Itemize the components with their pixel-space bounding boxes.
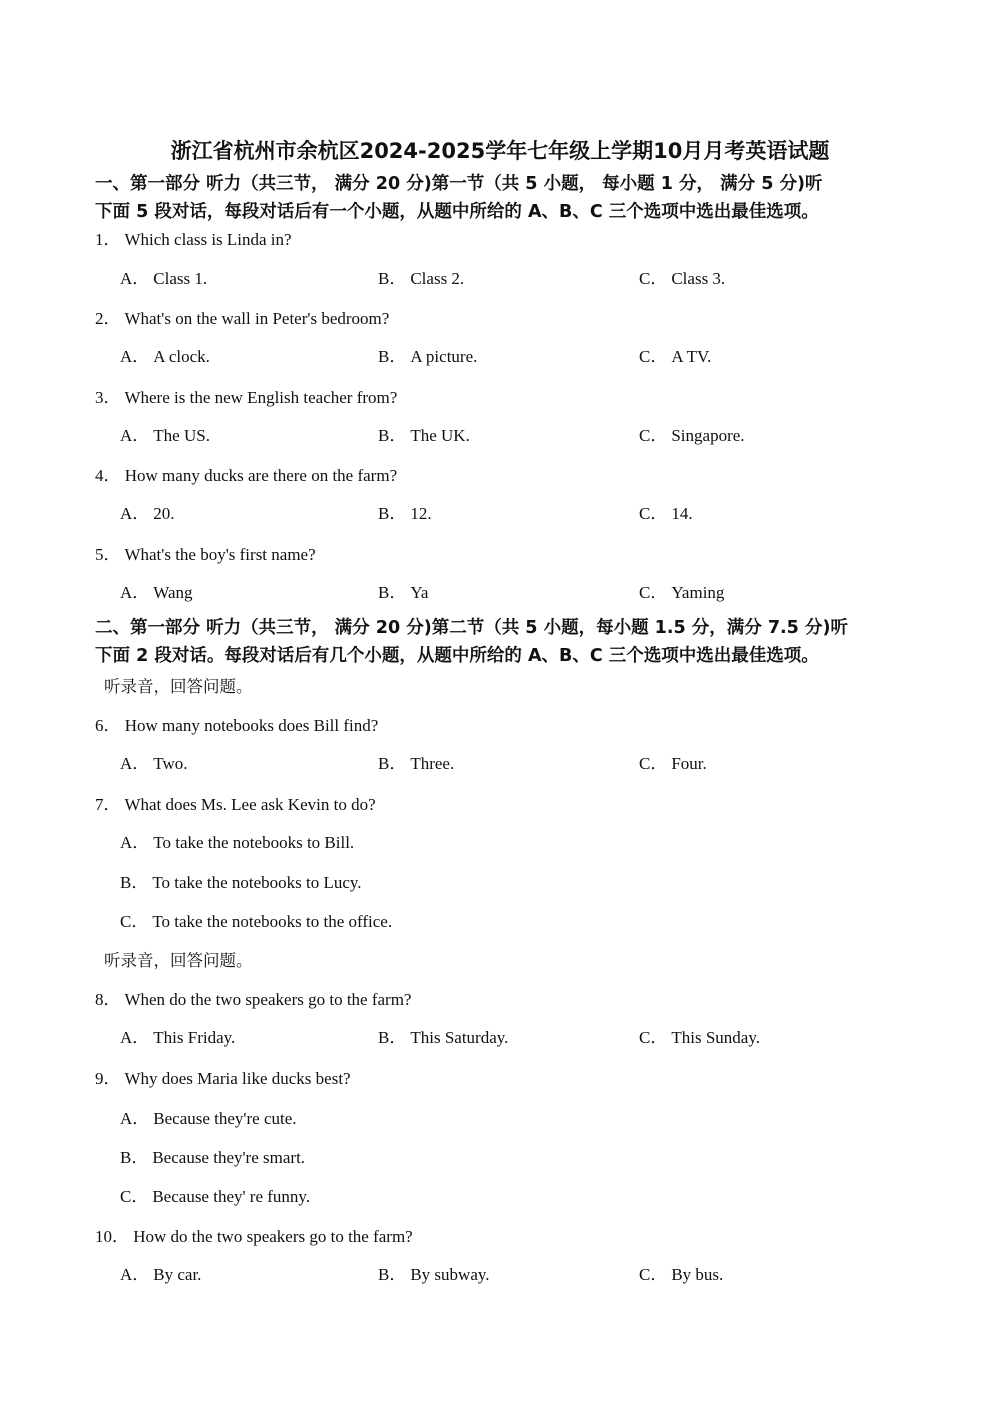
question-5-option-b[interactable] — [378, 581, 428, 605]
option-text: To take the notebooks to the office. — [152, 912, 393, 931]
question-4-option-c[interactable] — [639, 502, 693, 526]
option-letter: C． — [639, 1028, 668, 1047]
question-text: How many notebooks does Bill find? — [124, 716, 379, 735]
option-text: To take the notebooks to Bill. — [153, 833, 355, 852]
question-number: 8． — [95, 990, 121, 1009]
option-letter: A． — [120, 1109, 150, 1128]
option-letter: A． — [120, 833, 150, 852]
option-letter: C． — [639, 754, 668, 773]
question-10-option-a[interactable] — [120, 1263, 201, 1287]
question-10-option-b[interactable] — [378, 1263, 490, 1287]
question-3-option-a[interactable] — [120, 424, 210, 448]
question-6-option-b[interactable] — [378, 752, 454, 776]
question-text: What's on the wall in Peter's bedroom? — [124, 309, 390, 328]
option-letter: A． — [120, 269, 150, 288]
question-number: 3． — [95, 388, 121, 407]
option-letter: C． — [120, 912, 149, 931]
option-text: Three. — [410, 754, 455, 773]
option-text: 14. — [671, 504, 693, 523]
question-3-option-c[interactable] — [639, 424, 745, 448]
option-text: Four. — [671, 754, 707, 773]
option-text: Ya — [410, 583, 429, 602]
question-10-option-c[interactable] — [639, 1263, 723, 1287]
listen-instruction-1: 听录音，回答问题。 — [104, 677, 253, 696]
option-text: Singapore. — [671, 426, 745, 445]
option-text: Class 2. — [410, 269, 465, 288]
section-1-instructions — [95, 170, 915, 226]
question-1-option-c[interactable] — [639, 267, 725, 291]
question-2-option-b[interactable] — [378, 345, 477, 369]
question-4 — [95, 464, 397, 488]
question-text: How do the two speakers go to the farm? — [133, 1227, 413, 1246]
option-letter: B． — [378, 583, 407, 602]
option-text: Class 3. — [671, 269, 726, 288]
option-letter: B． — [378, 347, 407, 366]
question-number: 6． — [95, 716, 121, 735]
option-text: Because they're smart. — [152, 1148, 306, 1167]
question-number: 4． — [95, 466, 121, 485]
question-9-option-a[interactable] — [120, 1107, 297, 1131]
question-4-option-b[interactable] — [378, 502, 432, 526]
question-4-option-a[interactable] — [120, 502, 175, 526]
option-letter: B． — [378, 504, 407, 523]
section-1-line-1: 一、第一部分 听力（共三节， 满分 20 分)第一节（共 5 小题， 每小题 1 分， 满分 5 分)听 — [95, 174, 823, 194]
question-number: 5． — [95, 545, 121, 564]
listen-instruction-2: 听录音，回答问题。 — [104, 951, 253, 970]
option-text: This Sunday. — [671, 1028, 760, 1047]
option-text: A TV. — [671, 347, 712, 366]
option-letter: B． — [378, 1028, 407, 1047]
option-letter: A． — [120, 583, 150, 602]
option-text: A clock. — [153, 347, 210, 366]
option-letter: B． — [378, 1265, 407, 1284]
section-2-instructions — [95, 614, 915, 670]
question-1-option-b[interactable] — [378, 267, 464, 291]
question-text: When do the two speakers go to the farm? — [124, 990, 412, 1009]
option-text: Class 1. — [153, 269, 208, 288]
question-6-option-a[interactable] — [120, 752, 188, 776]
question-9-option-b[interactable] — [120, 1146, 305, 1170]
option-letter: B． — [378, 269, 407, 288]
question-2 — [95, 307, 389, 331]
question-2-option-a[interactable] — [120, 345, 210, 369]
option-letter: B． — [378, 426, 407, 445]
option-letter: C． — [639, 347, 668, 366]
question-1 — [95, 228, 292, 252]
question-7-option-c[interactable] — [120, 910, 392, 934]
option-letter: A． — [120, 504, 150, 523]
option-letter: A． — [120, 426, 150, 445]
question-number: 9． — [95, 1069, 121, 1088]
option-text: By subway. — [410, 1265, 490, 1284]
option-text: By bus. — [671, 1265, 724, 1284]
question-text: What does Ms. Lee ask Kevin to do? — [124, 795, 376, 814]
option-text: This Friday. — [153, 1028, 236, 1047]
option-text: The UK. — [410, 426, 470, 445]
option-text: 20. — [153, 504, 175, 523]
option-letter: B． — [378, 754, 407, 773]
option-letter: A． — [120, 347, 150, 366]
question-text: Why does Maria like ducks best? — [124, 1069, 351, 1088]
option-letter: C． — [639, 269, 668, 288]
question-6-option-c[interactable] — [639, 752, 707, 776]
question-number: 7． — [95, 795, 121, 814]
question-8-option-b[interactable] — [378, 1026, 508, 1050]
question-2-option-c[interactable] — [639, 345, 711, 369]
question-8-option-a[interactable] — [120, 1026, 235, 1050]
question-3 — [95, 386, 397, 410]
option-letter: C． — [639, 426, 668, 445]
question-3-option-b[interactable] — [378, 424, 470, 448]
option-text: A picture. — [410, 347, 478, 366]
option-letter: A． — [120, 1028, 150, 1047]
question-number: 10． — [95, 1227, 129, 1246]
section-2-line-1: 二、第一部分 听力（共三节， 满分 20 分)第二节（共 5 小题，每小题 1.5 分，满分 7.5 分)听 — [95, 618, 848, 638]
question-7-option-a[interactable] — [120, 831, 354, 855]
section-2-line-2: 下面 2 段对话。每段对话后有几个小题，从题中所给的 A、B、C 三个选项中选出最佳选项。 — [95, 646, 819, 666]
question-7 — [95, 793, 376, 817]
question-text: How many ducks are there on the farm? — [124, 466, 398, 485]
option-letter: A． — [120, 754, 150, 773]
question-9-option-c[interactable] — [120, 1185, 310, 1209]
question-text: What's the boy's first name? — [124, 545, 316, 564]
option-text: The US. — [153, 426, 210, 445]
option-letter: C． — [120, 1187, 149, 1206]
question-8 — [95, 988, 411, 1012]
question-5-option-a[interactable] — [120, 581, 193, 605]
question-8-option-c[interactable] — [639, 1026, 760, 1050]
option-letter: B． — [120, 873, 149, 892]
option-text: Because they' re funny. — [152, 1187, 311, 1206]
question-5 — [95, 543, 316, 567]
question-5-option-c[interactable] — [639, 581, 724, 605]
question-1-option-a[interactable] — [120, 267, 207, 291]
option-text: Because they're cute. — [153, 1109, 297, 1128]
question-text: Where is the new English teacher from? — [124, 388, 398, 407]
option-text: Wang — [153, 583, 193, 602]
question-7-option-b[interactable] — [120, 871, 362, 895]
option-letter: C． — [639, 504, 668, 523]
option-text: To take the notebooks to Lucy. — [152, 873, 362, 892]
option-letter: C． — [639, 1265, 668, 1284]
question-text: Which class is Linda in? — [124, 230, 292, 249]
option-text: By car. — [153, 1265, 202, 1284]
option-text: 12. — [410, 504, 432, 523]
page-title: 浙江省杭州市余杭区2024-2025学年七年级上学期10月月考英语试题 — [170, 139, 830, 163]
option-letter: B． — [120, 1148, 149, 1167]
question-number: 2． — [95, 309, 121, 328]
option-text: This Saturday. — [410, 1028, 509, 1047]
section-1-line-2: 下面 5 段对话，每段对话后有一个小题，从题中所给的 A、B、C 三个选项中选出最佳选项。 — [95, 202, 819, 222]
question-10 — [95, 1225, 413, 1249]
option-letter: A． — [120, 1265, 150, 1284]
option-text: Two. — [153, 754, 188, 773]
question-6 — [95, 714, 378, 738]
question-9 — [95, 1067, 351, 1091]
question-number: 1． — [95, 230, 121, 249]
option-text: Yaming — [671, 583, 725, 602]
option-letter: C． — [639, 583, 668, 602]
